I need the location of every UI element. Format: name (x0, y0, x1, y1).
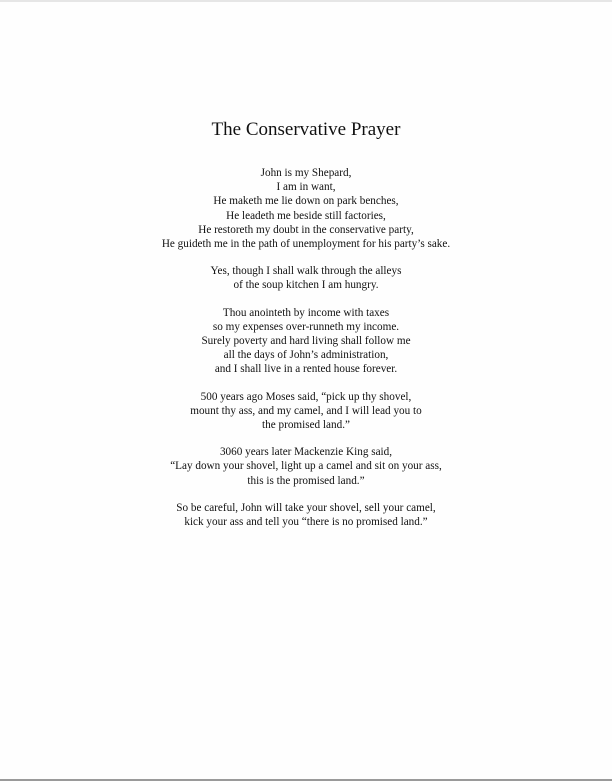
poem-line: He maketh me lie down on park benches, (213, 195, 399, 208)
poem-line: “Lay down your shovel, light up a camel and sit on your ass, (170, 460, 442, 473)
poem-line: John is my Shepard, (260, 167, 352, 179)
poem-line: all the days of John’s administration, (223, 349, 389, 362)
stanza-1 (0, 166, 612, 251)
poem-line: and I shall live in a rented house forever. (214, 363, 398, 376)
poem-line: 3060 years later Mackenzie King said, (219, 446, 393, 459)
poem-line: I am in want, (276, 181, 336, 194)
poem-line: He guideth me in the path of unemployment for his party’s sake. (161, 238, 451, 251)
poem-line: He leadeth me beside still factories, (226, 209, 386, 222)
stanza-2 (0, 264, 612, 292)
poem-body (0, 166, 612, 542)
poem-line: 500 years ago Moses said, “pick up thy shovel, (200, 390, 412, 403)
poem-line: so my expenses over-runneth my income. (212, 320, 400, 333)
poem-line: Surely poverty and hard living shall follow me (201, 335, 411, 348)
stanza-3 (0, 306, 612, 377)
poem-line: So be careful, John will take your shovel, sell your camel, (176, 501, 436, 514)
stanza-4 (0, 390, 612, 433)
poem-line: He restoreth my doubt in the conservative party, (198, 223, 414, 236)
poem-line: Yes, though I shall walk through the alleys (210, 265, 402, 278)
stanza-5 (0, 445, 612, 488)
poem-line: this is the promised land.” (247, 474, 365, 487)
poem-line: of the soup kitchen I am hungry. (233, 279, 379, 292)
page-title: The Conservative Prayer (211, 119, 401, 140)
poem-line: the promised land.” (262, 419, 350, 432)
stanza-6 (0, 501, 612, 529)
scan-edge-top (0, 0, 612, 2)
poem-line: Thou anointeth by income with taxes (222, 306, 390, 319)
poem-line: mount thy ass, and my camel, and I will lead you to (190, 404, 422, 417)
poem-line: kick your ass and tell you “there is no promised land.” (184, 516, 428, 529)
